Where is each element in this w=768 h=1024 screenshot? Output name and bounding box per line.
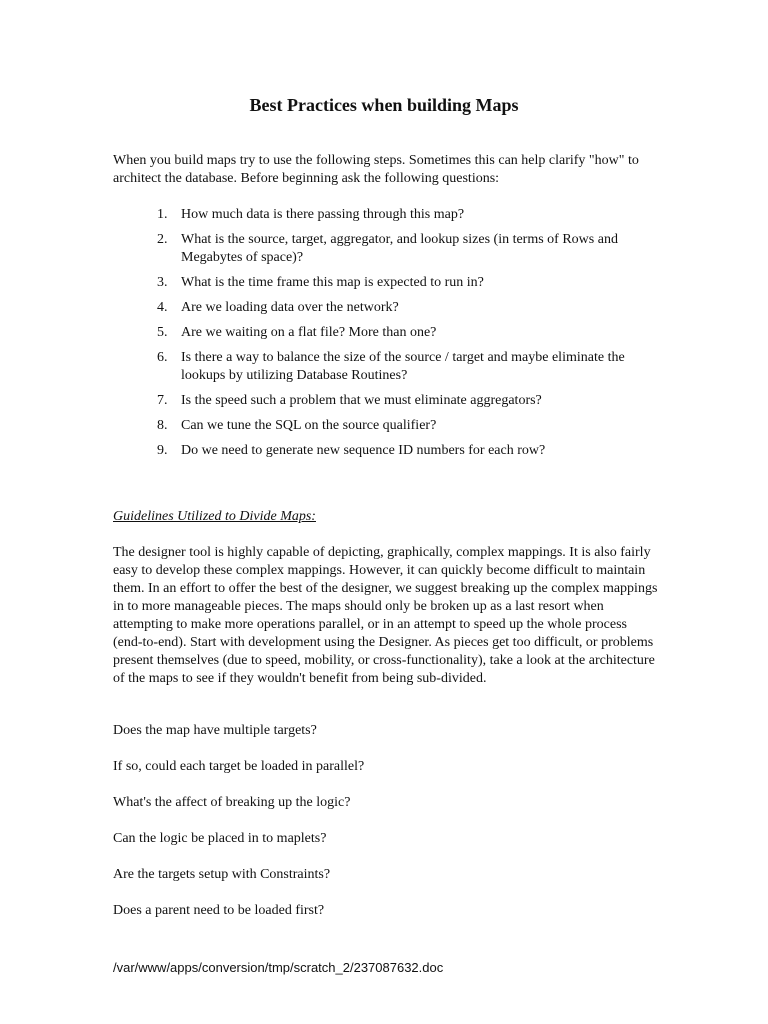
list-text: How much data is there passing through this map?	[181, 207, 465, 222]
question-paragraph: Does a parent need to be loaded first?	[113, 903, 325, 918]
question-paragraph: Does the map have multiple targets?	[113, 723, 317, 738]
list-number: 3.	[157, 275, 168, 290]
list-text: Is there a way to balance the size of the source / target and maybe eliminate the lookups by utilizing Database Routines?	[181, 350, 625, 383]
list-number: 5.	[157, 325, 168, 340]
list-number: 9.	[157, 443, 168, 458]
list-item	[157, 231, 657, 267]
question-paragraph: Are the targets setup with Constraints?	[113, 867, 331, 882]
list-item	[157, 417, 657, 435]
list-number: 8.	[157, 418, 168, 433]
question-paragraph: What's the affect of breaking up the logic?	[113, 795, 351, 810]
question-list	[157, 206, 657, 467]
list-number: 2.	[157, 232, 168, 247]
list-item	[157, 324, 657, 342]
document-title: Best Practices when building Maps	[249, 95, 519, 115]
list-text: Are we loading data over the network?	[181, 300, 399, 315]
list-item	[157, 206, 657, 224]
list-text: Are we waiting on a flat file? More than one?	[181, 325, 437, 340]
list-text: What is the time frame this map is expected to run in?	[181, 275, 484, 290]
list-number: 4.	[157, 300, 168, 315]
intro-paragraph: When you build maps try to use the following steps. Sometimes this can help clarify "how" to architect the database. Before beginning ask the following questions:	[113, 153, 639, 186]
list-text: Is the speed such a problem that we must eliminate aggregators?	[181, 393, 542, 408]
list-item	[157, 349, 657, 385]
list-number: 1.	[157, 207, 168, 222]
follow-up-questions	[113, 722, 658, 938]
body-paragraph: The designer tool is highly capable of depicting, graphically, complex mappings. It is also fairly easy to develop these complex mappings. However, it can quickly become difficult to maintain them. In an effort to offer the best of the designer, we suggest breaking up the complex mappings in to more manageable pieces. The maps should only be broken up as a last resort when attempting to make more operations parallel, or in an attempt to speed up the whole process (end-to-end). Start with development using the Designer. As pieces get too difficult, or problems present themselves (due to speed, mobility, or cross-functionality), take a look at the architecture of the maps to see if they wouldn't benefit from being sub-divided.	[113, 545, 658, 686]
question-paragraph: If so, could each target be loaded in parallel?	[113, 759, 365, 774]
list-number: 6.	[157, 350, 168, 365]
list-item	[157, 442, 657, 460]
section-subheading: Guidelines Utilized to Divide Maps:	[113, 509, 316, 524]
list-item	[157, 274, 657, 292]
list-item	[157, 392, 657, 410]
list-text: What is the source, target, aggregator, and lookup sizes (in terms of Rows and Megabytes of space)?	[181, 232, 618, 265]
question-paragraph: Can the logic be placed in to maplets?	[113, 831, 327, 846]
list-number: 7.	[157, 393, 168, 408]
list-text: Can we tune the SQL on the source qualifier?	[181, 418, 437, 433]
list-text: Do we need to generate new sequence ID numbers for each row?	[181, 443, 546, 458]
footer-file-path: /var/www/apps/conversion/tmp/scratch_2/237087632.doc	[113, 960, 444, 975]
list-item	[157, 299, 657, 317]
